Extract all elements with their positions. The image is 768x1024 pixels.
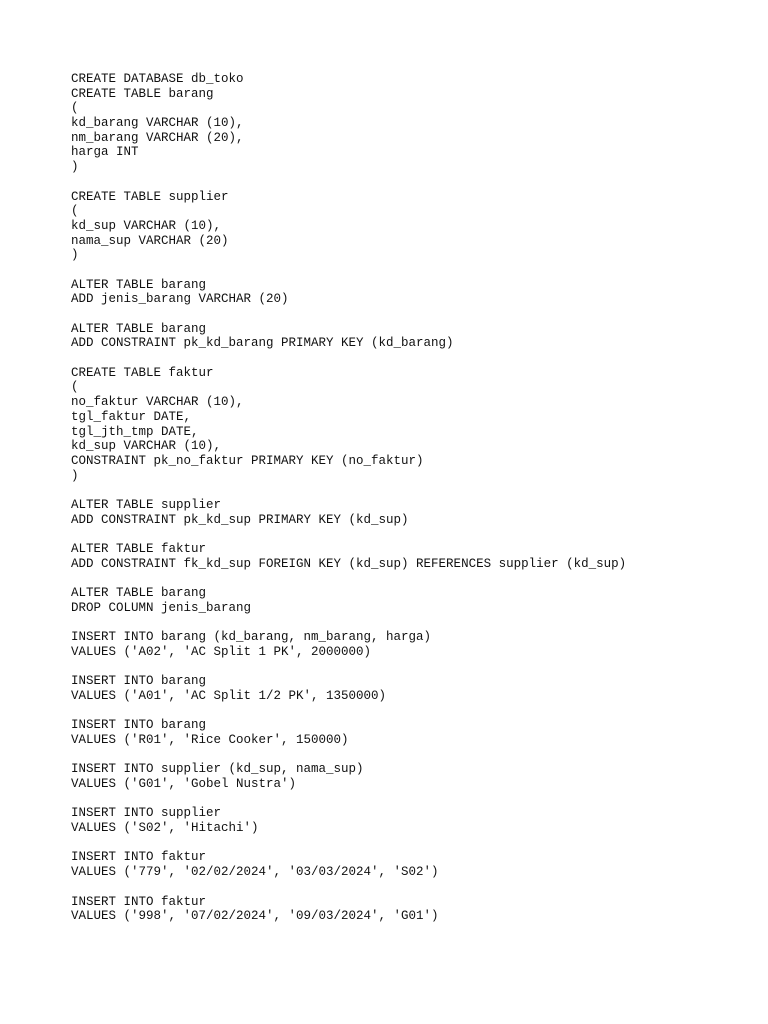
sql-line: (: [71, 204, 79, 219]
sql-line: CREATE TABLE barang: [71, 86, 214, 101]
sql-line: VALUES ('A02', 'AC Split 1 PK', 2000000): [71, 644, 372, 659]
sql-line: (: [71, 101, 79, 116]
sql-line: harga INT: [71, 145, 139, 160]
sql-statement: [71, 190, 751, 263]
sql-statement: [71, 674, 751, 703]
sql-line: ADD CONSTRAINT pk_kd_sup PRIMARY KEY (kd_sup): [71, 512, 409, 527]
sql-line: ALTER TABLE barang: [71, 277, 207, 292]
sql-line: CREATE TABLE supplier: [71, 189, 229, 204]
sql-line: (: [71, 380, 79, 395]
sql-line: CREATE DATABASE db_toko: [71, 72, 244, 86]
sql-line: INSERT INTO barang: [71, 718, 207, 733]
sql-statement: [71, 366, 751, 484]
sql-line: INSERT INTO faktur: [71, 894, 207, 909]
sql-line: ALTER TABLE supplier: [71, 497, 222, 512]
sql-line: ADD CONSTRAINT fk_kd_sup FOREIGN KEY (kd_sup) REFERENCES supplier (kd_sup): [71, 556, 627, 571]
sql-line: nama_sup VARCHAR (20): [71, 233, 229, 248]
sql-line: INSERT INTO barang (kd_barang, nm_barang, harga): [71, 630, 432, 645]
sql-line: kd_sup VARCHAR (10),: [71, 439, 222, 454]
sql-line: ADD jenis_barang VARCHAR (20): [71, 292, 289, 307]
sql-line: ): [71, 160, 79, 175]
sql-line: CONSTRAINT pk_no_faktur PRIMARY KEY (no_faktur): [71, 453, 424, 468]
sql-code-block: [71, 72, 751, 939]
sql-statement: [71, 498, 751, 527]
sql-line: ): [71, 468, 79, 483]
sql-line: kd_barang VARCHAR (10),: [71, 116, 244, 131]
sql-statement: [71, 895, 751, 924]
sql-line: tgl_jth_tmp DATE,: [71, 424, 199, 439]
sql-statement: [71, 278, 751, 307]
sql-line: kd_sup VARCHAR (10),: [71, 218, 222, 233]
sql-line: VALUES ('998', '07/02/2024', '09/03/2024', 'G01'): [71, 909, 439, 924]
sql-line: VALUES ('G01', 'Gobel Nustra'): [71, 777, 297, 791]
sql-line: tgl_faktur DATE,: [71, 409, 192, 424]
sql-statement: [71, 72, 751, 175]
sql-line: no_faktur VARCHAR (10),: [71, 395, 244, 410]
sql-line: INSERT INTO faktur: [71, 850, 207, 865]
sql-line: ALTER TABLE barang: [71, 586, 207, 601]
sql-statement: [71, 806, 751, 835]
sql-statement: [71, 630, 751, 659]
sql-line: INSERT INTO supplier: [71, 806, 222, 821]
sql-line: VALUES ('R01', 'Rice Cooker', 150000): [71, 732, 349, 747]
sql-line: CREATE TABLE faktur: [71, 365, 214, 380]
sql-statement: [71, 542, 751, 571]
sql-statement: [71, 322, 751, 351]
sql-line: ADD CONSTRAINT pk_kd_barang PRIMARY KEY (kd_barang): [71, 336, 454, 351]
sql-line: DROP COLUMN jenis_barang: [71, 600, 252, 615]
sql-line: ALTER TABLE barang: [71, 321, 207, 336]
sql-statement: [71, 586, 751, 615]
sql-line: ): [71, 248, 79, 263]
sql-line: VALUES ('S02', 'Hitachi'): [71, 821, 259, 836]
sql-line: VALUES ('779', '02/02/2024', '03/03/2024', 'S02'): [71, 865, 439, 880]
sql-line: INSERT INTO barang: [71, 674, 207, 689]
sql-line: VALUES ('A01', 'AC Split 1/2 PK', 1350000): [71, 688, 387, 703]
sql-line: nm_barang VARCHAR (20),: [71, 130, 244, 145]
sql-line: ALTER TABLE faktur: [71, 542, 207, 556]
sql-statement: [71, 850, 751, 879]
sql-statement: [71, 762, 751, 791]
sql-statement: [71, 718, 751, 747]
sql-line: INSERT INTO supplier (kd_sup, nama_sup): [71, 762, 364, 777]
